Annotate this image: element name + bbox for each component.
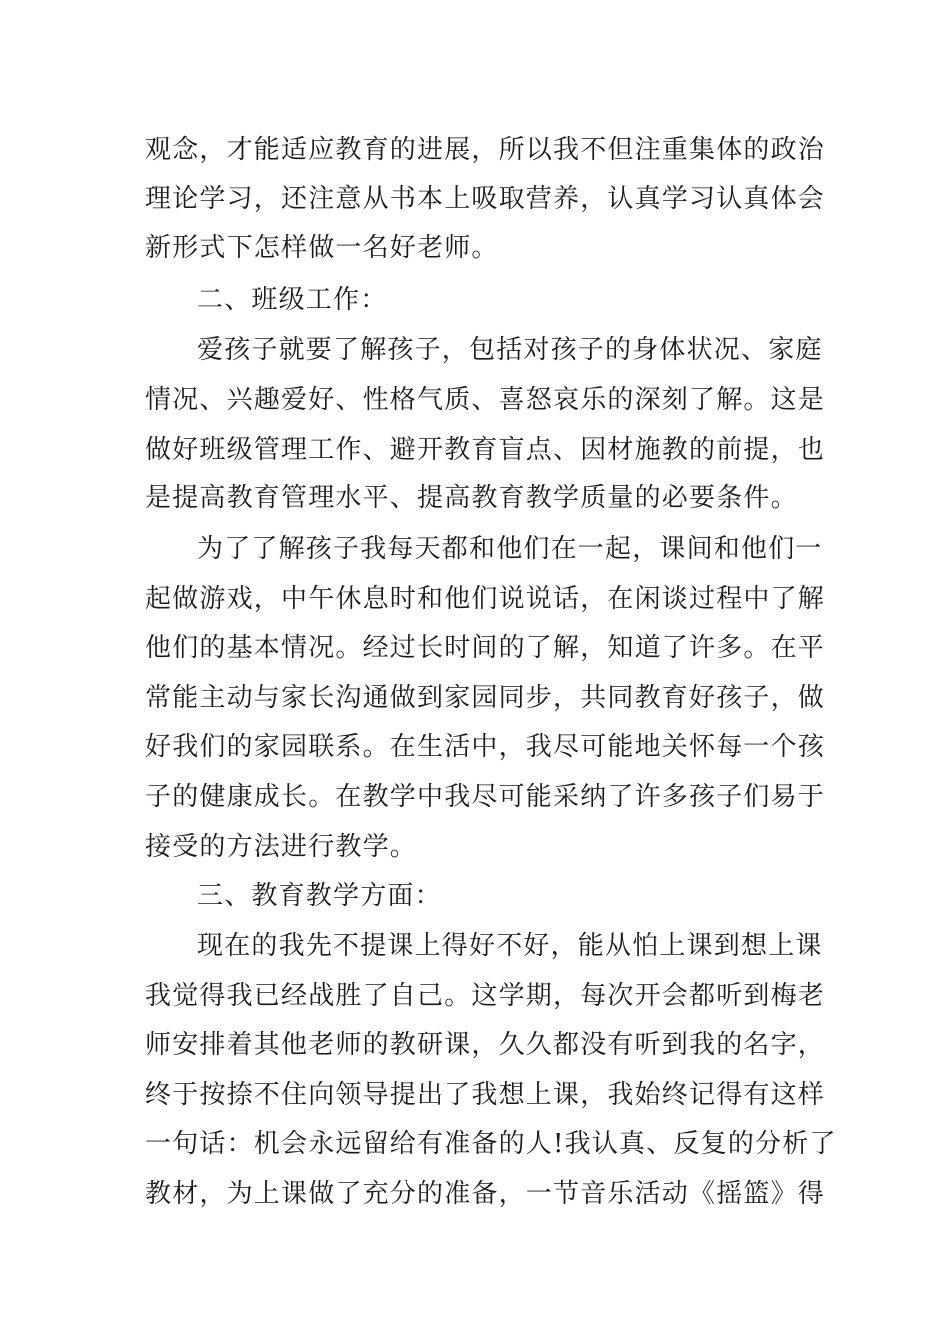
text-line: 接受的方法进行教学。	[145, 832, 418, 862]
text-line: 做好班级管理工作、避开教育盲点、因材施教的前提，也	[145, 435, 826, 465]
text-line: 常能主动与家长沟通做到家园同步，共同教育好孩子，做	[145, 683, 826, 713]
text-line: 是提高教育管理水平、提高教育教学质量的必要条件。	[145, 483, 798, 513]
text-line: 一句话：机会永远留给有准备的人!我认真、反复的分析了	[145, 1129, 837, 1159]
text-line: 新形式下怎样做一名好老师。	[145, 233, 499, 263]
text-line: 子的健康成长。在教学中我尽可能采纳了许多孩子们易于	[145, 782, 826, 812]
text-line: 教材，为上课做了充分的准备，一节音乐活动《摇篮》得	[145, 1179, 826, 1209]
text-line: 为了了解孩子我每天都和他们在一起，课间和他们一	[197, 534, 823, 564]
text-line: 师安排着其他老师的教研课，久久都没有听到我的名字，	[145, 1030, 826, 1060]
text-line: 观念，才能适应教育的进展，所以我不但注重集体的政治	[145, 135, 826, 165]
text-line: 爱孩子就要了解孩子，包括对孩子的身体状况、家庭	[197, 335, 823, 365]
text-line: 他们的基本情况。经过长时间的了解，知道了许多。在平	[145, 633, 826, 663]
text-line: 我觉得我已经战胜了自己。这学期，每次开会都听到梅老	[145, 981, 826, 1011]
text-line: 情况、兴趣爱好、性格气质、喜怒哀乐的深刻了解。这是	[145, 385, 826, 415]
section-heading: 三、教育教学方面：	[197, 881, 442, 911]
text-line: 终于按捺不住向领导提出了我想上课，我始终记得有这样	[145, 1080, 826, 1110]
section-heading: 二、班级工作：	[197, 285, 388, 315]
text-line: 理论学习，还注意从书本上吸取营养，认真学习认真体会	[145, 184, 826, 214]
text-line: 起做游戏，中午休息时和他们说说话，在闲谈过程中了解	[145, 584, 826, 614]
text-line: 好我们的家园联系。在生活中，我尽可能地关怀每一个孩	[145, 732, 826, 762]
text-line: 现在的我先不提课上得好不好，能从怕上课到想上课	[197, 931, 823, 961]
